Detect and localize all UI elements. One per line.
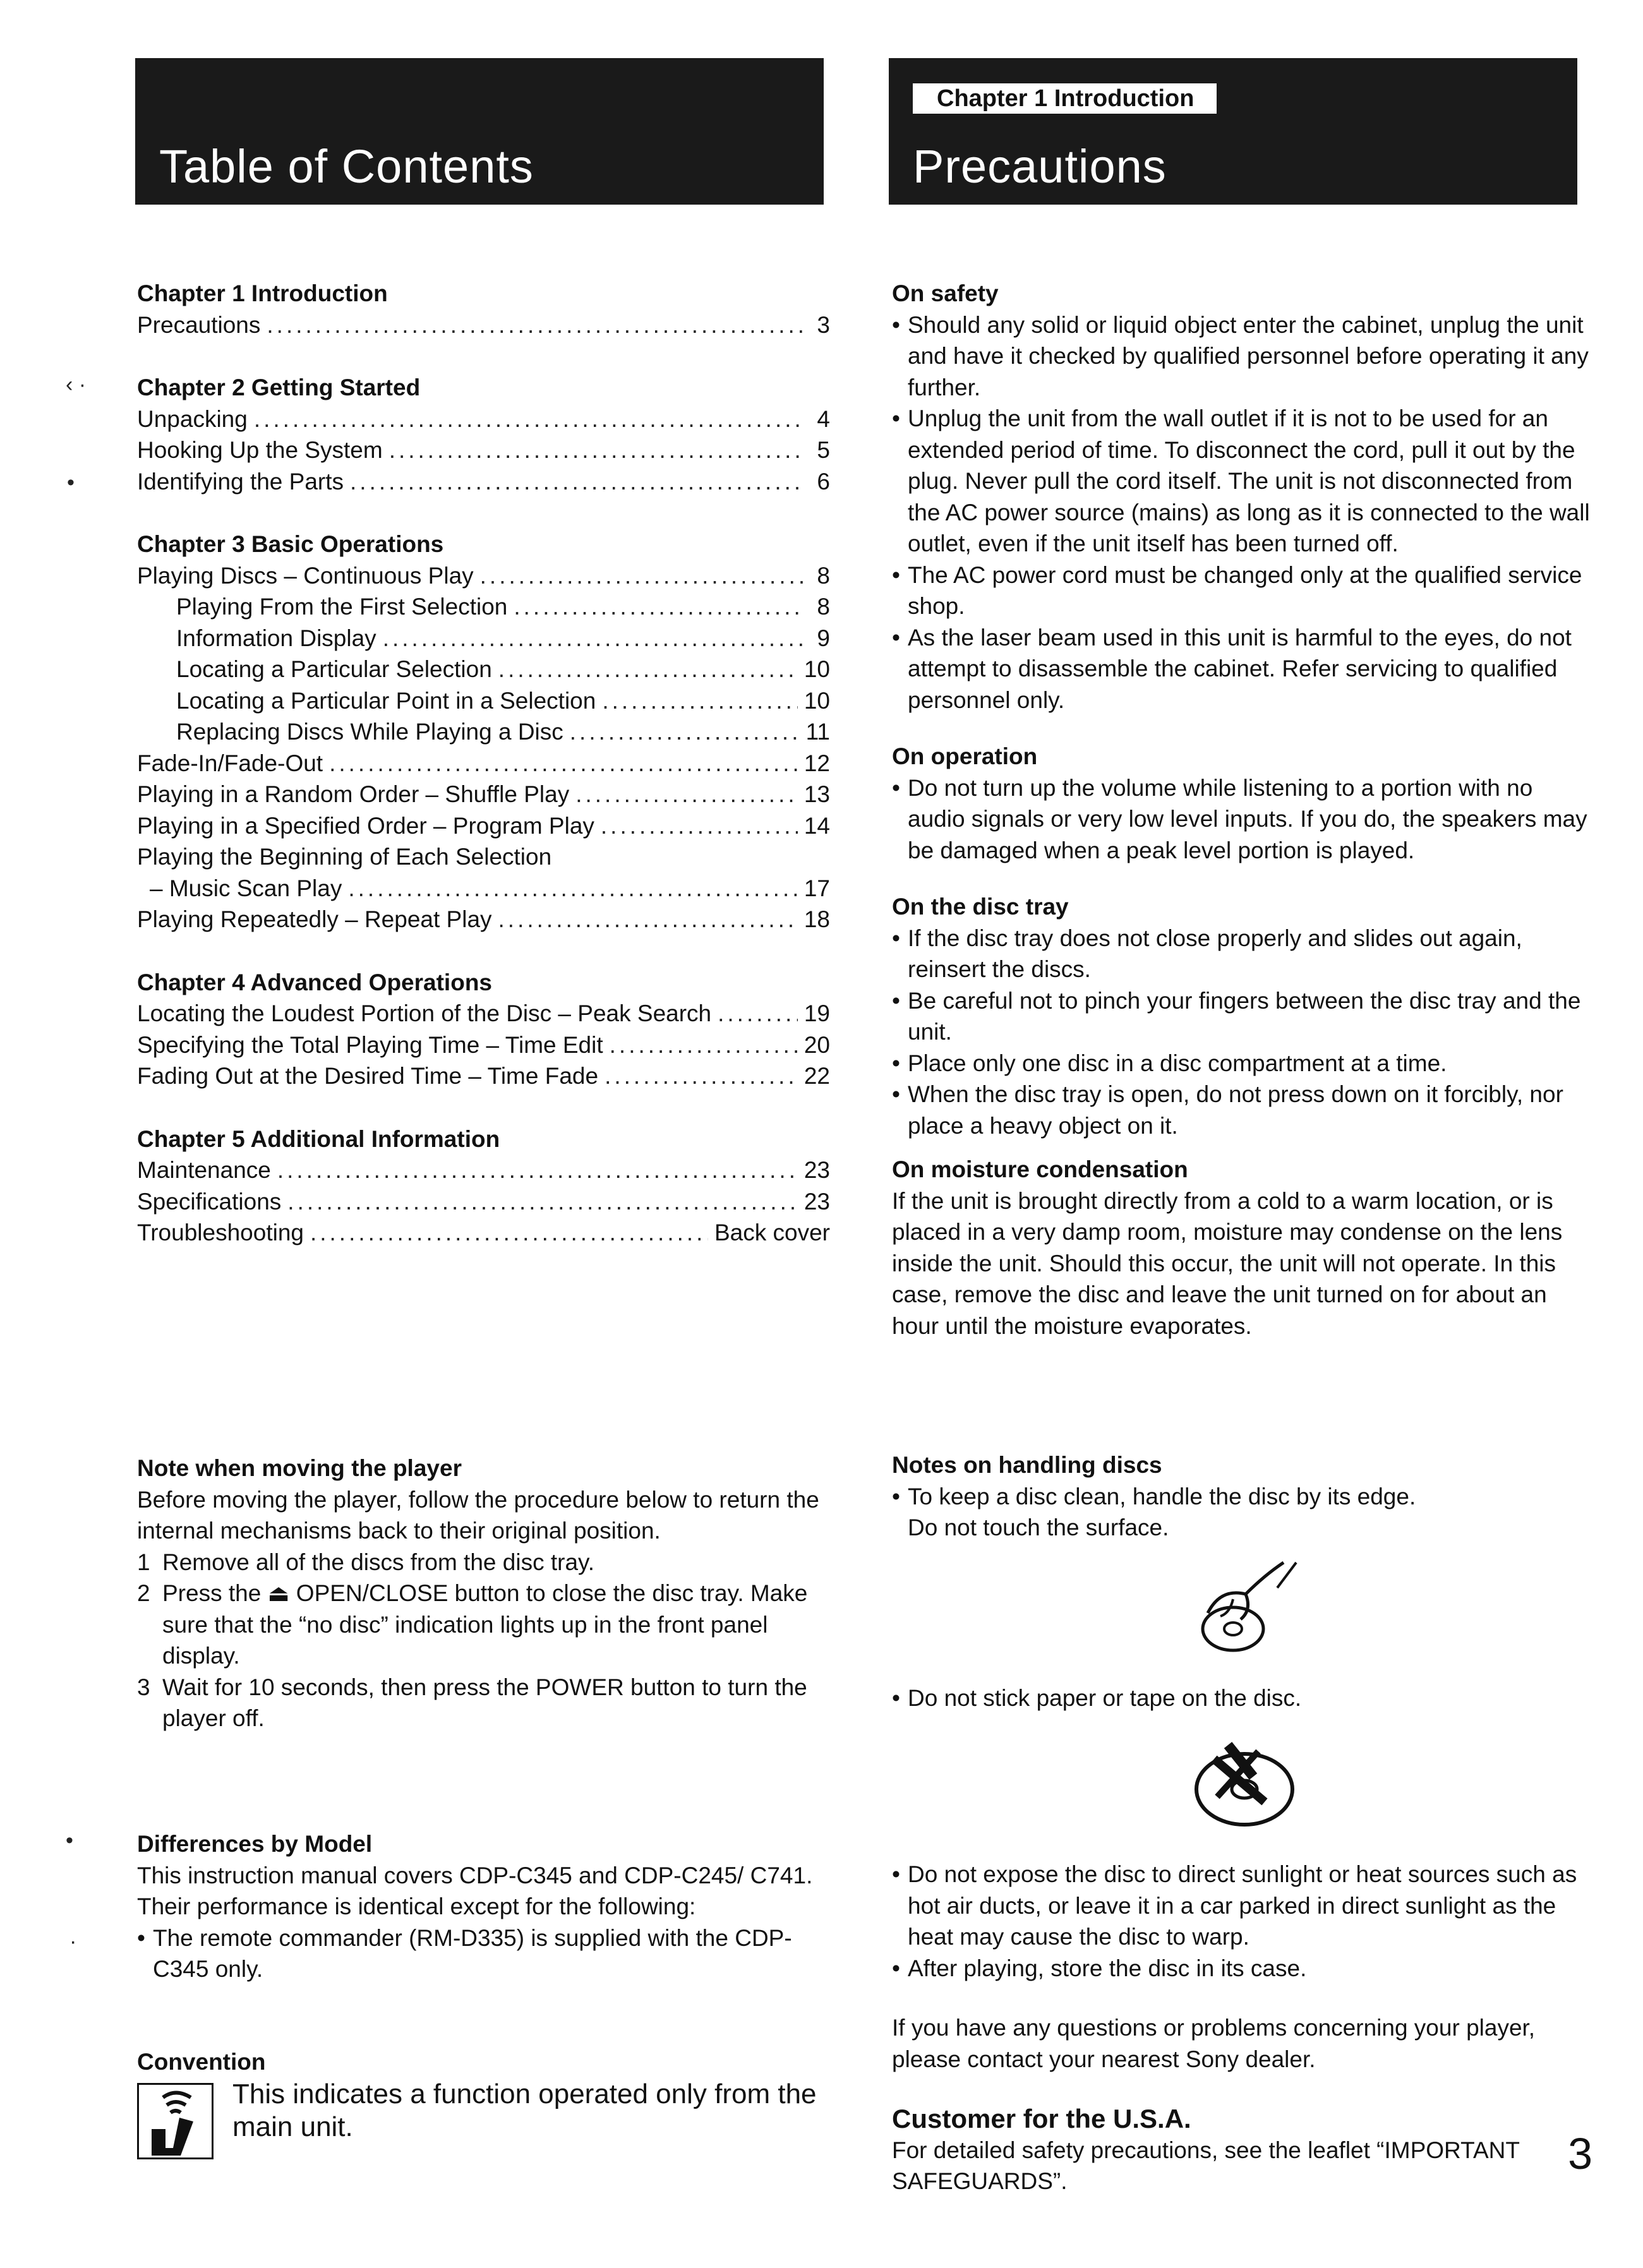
hand-holding-disc-icon	[1170, 1550, 1315, 1676]
precautions-body	[892, 278, 1593, 1341]
note-moving-section	[137, 1453, 832, 1734]
chapter-tab: Chapter 1 Introduction	[913, 83, 1217, 114]
safety-bullet: • Unplug the unit from the wall outlet if it is not to be used for an extended period of time. To disconnect the cord, pull it out by the plug. Never pull the cord itself. The unit is not disconnected from the AC power source (mains) as long as it is connected to the wall outlet, even if the unit itself has been turned off.	[892, 403, 1593, 560]
convention-heading: Convention	[137, 2049, 266, 2075]
toc-entry: Fading Out at the Desired Time – Time Fade ..... 22	[137, 1060, 830, 1092]
precautions-banner	[889, 58, 1577, 205]
note-moving-intro: Before moving the player, follow the procedure below to return the internal mechanisms back to their original position.	[137, 1486, 819, 1544]
handling-bullet: • Do not stick paper or tape on the disc.	[892, 1683, 1593, 1714]
toc-entry: Precautions ..... 3	[137, 309, 830, 341]
toc-entry: Playing Discs – Continuous Play ..... 8	[137, 560, 830, 592]
precautions-title: Precautions	[913, 140, 1167, 193]
disc-tray-heading: On the disc tray	[892, 894, 1069, 920]
note-moving-heading: Note when moving the player	[137, 1455, 462, 1481]
moisture-text: If the unit is brought directly from a cold to a warm location, or is placed in a very damp room, moisture may condense on the lens inside the unit. Should this occur, the unit will not operate. In this case, remove the disc and leave the unit turned on for about an hour until the moisture evaporates.	[892, 1187, 1563, 1339]
toc-chapter-heading: Chapter 3 Basic Operations	[137, 531, 444, 557]
convention-section	[137, 2046, 832, 2159]
disc-tray-bullet: • When the disc tray is open, do not press down on it forcibly, nor place a heavy object on it.	[892, 1079, 1593, 1141]
toc-entry: Locating a Particular Selection ..... 10	[137, 654, 830, 685]
toc-chapter-heading: Chapter 5 Additional Information	[137, 1125, 500, 1152]
safety-heading: On safety	[892, 280, 999, 306]
moisture-heading: On moisture condensation	[892, 1156, 1188, 1182]
toc	[137, 278, 830, 1249]
margin-mark: •	[67, 471, 75, 495]
handling-bullet: • To keep a disc clean, handle the disc by its edge.	[892, 1481, 1593, 1513]
no-tape-figure	[892, 1713, 1593, 1859]
differences-intro: This instruction manual covers CDP-C345 and CDP-C245/ C741. Their performance is identical except for the following:	[137, 1862, 813, 1919]
toc-chapter-heading: Chapter 1 Introduction	[137, 280, 388, 306]
toc-title: Table of Contents	[159, 140, 534, 193]
toc-chapter-heading: Chapter 2 Getting Started	[137, 375, 421, 400]
usa-text: For detailed safety precautions, see the leaflet “IMPORTANT SAFEGUARDS”.	[892, 2137, 1520, 2194]
handling-bullet: • After playing, store the disc in its case.	[892, 1953, 1593, 1984]
step-item: 3 Wait for 10 seconds, then press the POWER button to turn the player off.	[137, 1674, 807, 1731]
toc-entry: Maintenance ..... 23	[137, 1155, 830, 1186]
margin-mark: ·	[69, 1929, 77, 1953]
toc-entry: Locating the Loudest Portion of the Disc – Peak Search ..... 19	[137, 998, 830, 1029]
toc-entry: Identifying the Parts ..... 6	[137, 466, 830, 498]
disc-tray-bullet: • Place only one disc in a disc compartment at a time.	[892, 1048, 1593, 1079]
remote-sensor-icon	[137, 2083, 214, 2159]
toc-entry: – Music Scan Play ..... 17	[137, 873, 830, 904]
safety-bullet: • As the laser beam used in this unit is harmful to the eyes, do not attempt to disassemble the cabinet. Refer servicing to qualified personnel only.	[892, 622, 1593, 716]
toc-banner	[135, 58, 824, 205]
safety-bullet: • Should any solid or liquid object enter the cabinet, unplug the unit and have it checked by qualified personnel before operating it any further.	[892, 309, 1593, 404]
toc-entry: Replacing Discs While Playing a Disc ..... 11	[137, 716, 830, 748]
toc-entry: Playing Repeatedly – Repeat Play ..... 18	[137, 904, 830, 935]
step-item: 1 Remove all of the discs from the disc tray.	[137, 1549, 595, 1575]
disc-tray-bullet: • Be careful not to pinch your fingers between the disc tray and the unit.	[892, 985, 1593, 1048]
toc-entry: Hooking Up the System ..... 5	[137, 435, 830, 466]
differences-heading: Differences by Model	[137, 1831, 373, 1857]
differences-bullet: • The remote commander (RM-D335) is supplied with the CDP-C345 only.	[137, 1923, 832, 1985]
handling-bullet: • Do not expose the disc to direct sunlight or heat sources such as hot air ducts, or leave it in a car parked in direct sunlight as the heat may cause the disc to warp.	[892, 1859, 1593, 1953]
differences-section	[137, 1828, 832, 1985]
step-item: 2 Press the ⏏ OPEN/CLOSE button to close the disc tray. Make sure that the “no disc” indication lights up in the front panel display.	[137, 1580, 808, 1669]
toc-entry: Specifications ..... 23	[137, 1186, 830, 1218]
disc-handling-figure	[892, 1544, 1593, 1683]
page-number: 3	[1568, 2129, 1592, 2178]
operation-bullet: • Do not turn up the volume while listening to a portion with no audio signals or very low level inputs. If you do, the speakers may be damaged when a peak level portion is played.	[892, 772, 1593, 867]
margin-mark: •	[66, 1828, 73, 1852]
contact-text: If you have any questions or problems concerning your player, please contact your nearest Sony dealer.	[892, 2015, 1536, 2072]
operation-heading: On operation	[892, 743, 1038, 769]
convention-text: This indicates a function operated only from the main unit.	[232, 2078, 817, 2142]
toc-chapter-heading: Chapter 4 Advanced Operations	[137, 969, 492, 995]
disc-tray-bullet: • If the disc tray does not close properly and slides out again, reinsert the discs.	[892, 923, 1593, 985]
toc-entry: Playing From the First Selection ..... 8	[137, 591, 830, 623]
handling-section	[892, 1449, 1593, 2197]
safety-bullet: • The AC power cord must be changed only at the qualified service shop.	[892, 560, 1593, 622]
margin-mark: ‹ ·	[66, 373, 87, 397]
toc-entry: Unpacking ..... 4	[137, 404, 830, 435]
toc-entry: Playing in a Random Order – Shuffle Play ..... 13	[137, 779, 830, 810]
toc-entry: Playing in a Specified Order – Program Play ..... 14	[137, 810, 830, 842]
toc-entry: Information Display ..... 9	[137, 623, 830, 654]
handling-bullet-continued: Do not touch the surface.	[908, 1515, 1169, 1540]
toc-entry: Playing the Beginning of Each Selection	[137, 844, 552, 870]
toc-entry: Fade-In/Fade-Out ..... 12	[137, 748, 830, 779]
toc-entry: Locating a Particular Point in a Selection ..... 10	[137, 685, 830, 717]
handling-heading: Notes on handling discs	[892, 1452, 1162, 1478]
disc-no-tape-icon	[1170, 1720, 1315, 1846]
usa-heading: Customer for the U.S.A.	[892, 2104, 1191, 2133]
toc-entry: Troubleshooting ..... Back cover	[137, 1217, 830, 1249]
toc-entry: Specifying the Total Playing Time – Time Edit ..... 20	[137, 1029, 830, 1061]
